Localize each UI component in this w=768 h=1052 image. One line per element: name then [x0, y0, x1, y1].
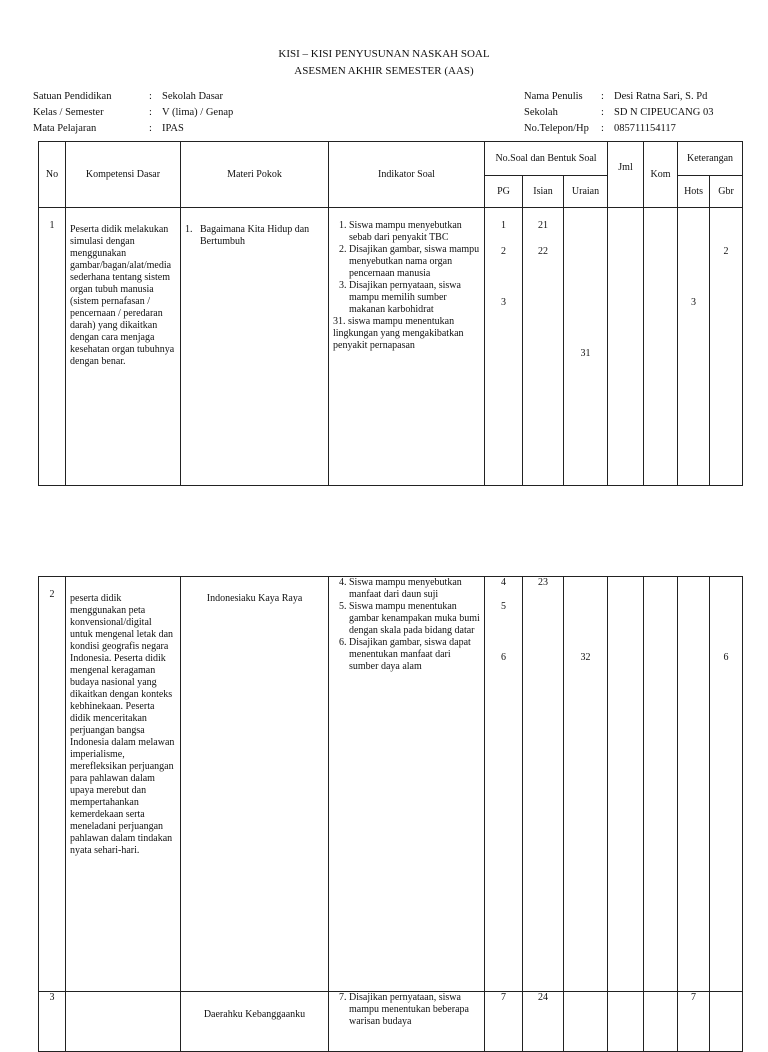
- meta-row: [524, 121, 713, 137]
- table-row: [39, 992, 743, 1052]
- meta-value: V (lima) / Genap: [162, 107, 234, 118]
- hots-number: 3: [691, 297, 697, 308]
- meta-row: [524, 105, 713, 121]
- indicator-item: 1. Siswa mampu menyebutkan sebab dari penyakit TBC: [349, 220, 480, 244]
- document-title: KISI – KISI PENYUSUNAN NASKAH SOAL: [278, 48, 490, 60]
- row-number: 1: [39, 208, 66, 486]
- indikator-list: [329, 992, 485, 1052]
- header-jml: Jml: [608, 142, 644, 208]
- meta-label: Kelas / Semester: [33, 107, 104, 118]
- meta-value: SD N CIPEUCANG 03: [614, 107, 714, 118]
- gbr-number: 2: [723, 246, 729, 257]
- uraian-number: 31: [580, 348, 591, 359]
- materi-pokok-text: Bagaimana Kita Hidup dan Bertumbuh: [200, 224, 310, 247]
- header-materi-pokok: Materi Pokok: [181, 142, 329, 208]
- header-no-soal-bentuk: No.Soal dan Bentuk Soal: [485, 142, 608, 176]
- meta-row: [524, 89, 713, 105]
- identity-right: [524, 89, 713, 137]
- jml-cell: [608, 577, 644, 992]
- kompetensi-dasar-text: Peserta didik melakukan simulasi dengan menggunakan gambar/bagan/alat/media sederhana tentang sistem organ tubuh manusia (sistem pernafasan / pencernaan / peredaran darah) yang dikaitkan dengan cara menjaga kesehatan organ tubuhnya dengan benar.: [66, 208, 181, 486]
- uraian-cell: [564, 992, 608, 1052]
- kom-cell: [644, 208, 678, 486]
- uraian-number: 32: [580, 652, 591, 663]
- grid-table-main: [38, 141, 743, 486]
- pg-number: 2: [501, 246, 506, 257]
- isian-number: 23: [538, 577, 548, 588]
- header-kompetensi-dasar: Kompetensi Dasar: [66, 142, 181, 208]
- jml-cell: [608, 992, 644, 1052]
- isian-number: 22: [538, 246, 548, 257]
- indicator-item: 3. Disajikan pernyataan, siswa mampu memilih sumber makanan karbohidrat: [349, 280, 480, 316]
- pg-number: 6: [501, 652, 506, 663]
- identity-left: [33, 89, 233, 137]
- meta-separator: :: [149, 91, 152, 102]
- jml-cell: [608, 208, 644, 486]
- header-keterangan: Keterangan: [678, 142, 743, 176]
- meta-label: Sekolah: [524, 107, 558, 118]
- pg-number: 4: [501, 577, 506, 588]
- meta-value: 085711154117: [614, 123, 676, 134]
- pg-number: 1: [501, 220, 506, 231]
- table-row: [39, 577, 743, 992]
- materi-number: 1.: [185, 224, 193, 235]
- meta-row: [33, 121, 233, 137]
- header-pg: PG: [485, 176, 523, 208]
- meta-label: Mata Pelajaran: [33, 123, 97, 134]
- isian-number: 24: [523, 992, 564, 1052]
- kom-cell: [644, 992, 678, 1052]
- pg-number: 5: [501, 601, 506, 612]
- pg-number: 3: [501, 297, 506, 308]
- meta-separator: :: [601, 91, 604, 102]
- header-hots: Hots: [678, 176, 710, 208]
- document-subtitle: ASESMEN AKHIR SEMESTER (AAS): [294, 65, 474, 77]
- meta-separator: :: [601, 123, 604, 134]
- meta-value: Sekolah Dasar: [162, 91, 223, 102]
- row-number: 2: [39, 577, 66, 992]
- meta-value: IPAS: [162, 123, 184, 134]
- kom-cell: [644, 577, 678, 992]
- indicator-extra: 31. siswa mampu menentukan lingkungan yang mengakibatkan penyakit pernapasan: [333, 316, 464, 351]
- indicator-item: 2. Disajikan gambar, siswa mampu menyebutkan nama organ pencernaan manusia: [349, 244, 480, 280]
- meta-label: No.Telepon/Hp: [524, 123, 589, 134]
- grid-table-bottom: [38, 991, 743, 1052]
- header-indikator-soal: Indikator Soal: [329, 142, 485, 208]
- header-isian: Isian: [523, 176, 564, 208]
- meta-row: [33, 105, 233, 121]
- indikator-list: [329, 577, 485, 992]
- hots-number: 7: [678, 992, 710, 1052]
- meta-label: Satuan Pendidikan: [33, 91, 112, 102]
- meta-separator: :: [149, 107, 152, 118]
- materi-pokok-text: Indonesiaku Kaya Raya: [181, 577, 329, 992]
- gbr-cell: [710, 992, 743, 1052]
- meta-label: Nama Penulis: [524, 91, 583, 102]
- indicator-item: 4. Siswa mampu menyebutkan manfaat dari daun suji: [349, 577, 480, 601]
- isian-number: 21: [538, 220, 548, 231]
- hots-cell: [678, 577, 710, 992]
- grid-table-continued: [38, 576, 743, 992]
- header-gbr: Gbr: [710, 176, 743, 208]
- header-no: No: [39, 142, 66, 208]
- table-row: [39, 208, 743, 486]
- indicator-item: 7. Disajikan pernyataan, siswa mampu menentukan beberapa warisan budaya: [349, 992, 480, 1028]
- materi-pokok-text: Daerahku Kebanggaanku: [181, 992, 329, 1052]
- indikator-list: [329, 208, 485, 486]
- meta-row: [33, 89, 233, 105]
- gbr-number: 6: [723, 652, 729, 663]
- header-uraian: Uraian: [564, 176, 608, 208]
- indicator-item: 6. Disajikan gambar, siswa dapat menentukan manfaat dari sumber daya alam: [349, 637, 480, 673]
- header-kom: Kom: [644, 142, 678, 208]
- row-number: 3: [39, 992, 66, 1052]
- meta-separator: :: [601, 107, 604, 118]
- pg-number: 7: [485, 992, 523, 1052]
- indicator-item: 5. Siswa mampu menentukan gambar kenampakan muka bumi dengan skala pada bidang datar: [349, 601, 480, 637]
- kompetensi-dasar-text: peserta didik menggunakan peta konvensional/digital untuk mengenal letak dan kondisi geografis negara Indonesia. Peserta didik mengenal keragaman budaya nasional yang dikaitkan dengan konteks kebhinekaan. Peserta didik menceritakan perjuangan bangsa Indonesia dalam melawan imperialisme, merefleksikan perjuangan para pahlawan dalam upaya merebut dan mempertahankan kemerdekaan serta meneladani perjuangan pahlawan dalam tindakan nyata sehari-hari.: [66, 577, 181, 992]
- meta-separator: :: [149, 123, 152, 134]
- kompetensi-dasar-text: [66, 992, 181, 1052]
- meta-value: Desi Ratna Sari, S. Pd: [614, 91, 708, 102]
